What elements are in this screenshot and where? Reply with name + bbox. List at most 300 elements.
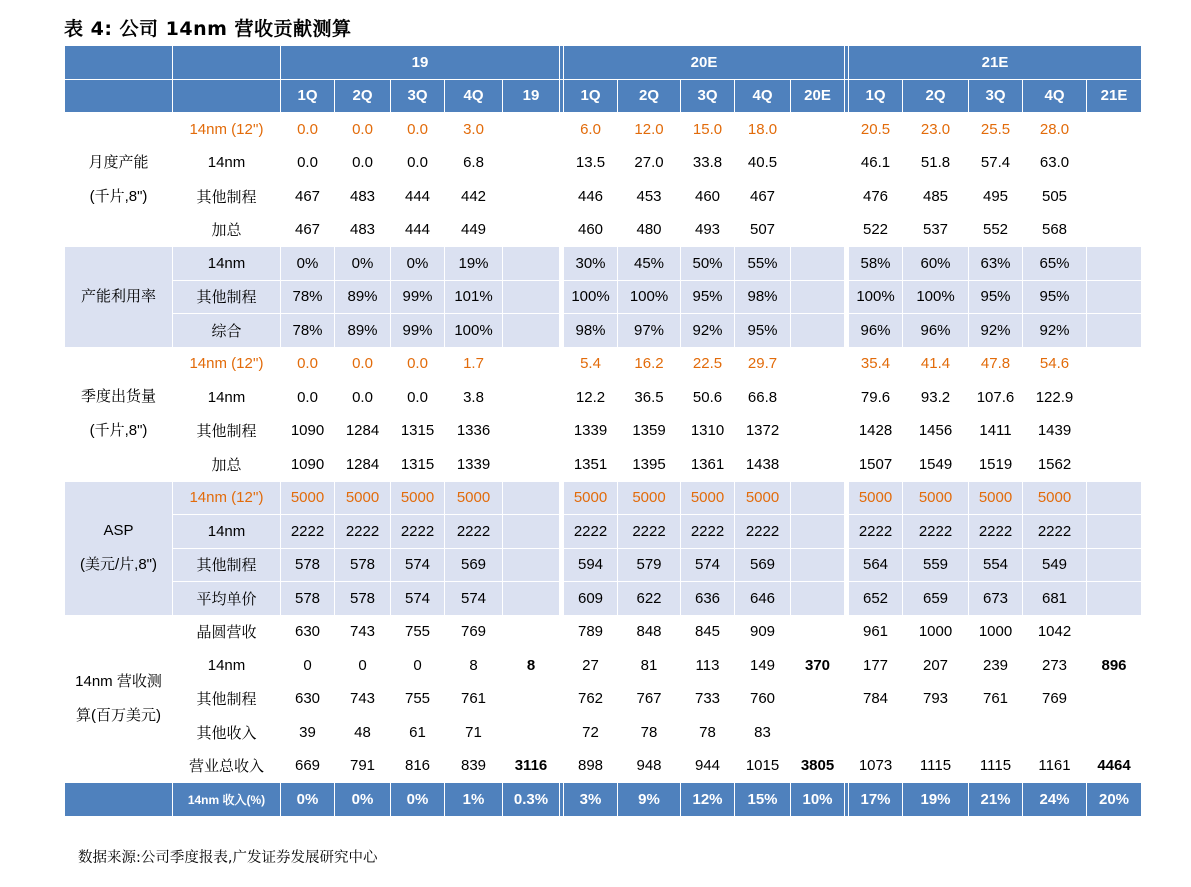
group-label-line: (千片,8") xyxy=(89,187,148,205)
value-cell: 13.5 xyxy=(564,146,618,180)
value-cell: 467 xyxy=(281,213,335,247)
quarter-header: 19 xyxy=(503,79,560,113)
value-cell: 848 xyxy=(618,615,681,649)
value-cell: 784 xyxy=(849,682,903,716)
footer-value-cell: 19% xyxy=(903,783,969,817)
value-cell: 6.0 xyxy=(564,113,618,147)
row-label: 其他制程 xyxy=(173,548,281,582)
value-cell xyxy=(791,381,845,415)
value-cell xyxy=(1087,448,1142,482)
value-cell: 769 xyxy=(445,615,503,649)
value-cell: 755 xyxy=(391,615,445,649)
value-cell: 755 xyxy=(391,682,445,716)
row-label: 14nm xyxy=(173,247,281,281)
table-row xyxy=(65,682,1142,716)
value-cell: 100% xyxy=(618,280,681,314)
quarter-header: 3Q xyxy=(681,79,735,113)
value-cell: 45% xyxy=(618,247,681,281)
value-cell: 36.5 xyxy=(618,381,681,415)
value-cell xyxy=(791,180,845,214)
table-row xyxy=(65,146,1142,180)
value-cell: 769 xyxy=(1023,682,1087,716)
value-cell xyxy=(1087,481,1142,515)
row-label: 其他制程 xyxy=(173,682,281,716)
value-cell xyxy=(1087,381,1142,415)
value-cell: 48 xyxy=(335,716,391,750)
value-cell: 652 xyxy=(849,582,903,616)
value-cell: 760 xyxy=(735,682,791,716)
group-label-line: 算(百万美元) xyxy=(76,706,161,724)
value-cell: 743 xyxy=(335,682,391,716)
value-cell: 60% xyxy=(903,247,969,281)
value-cell: 839 xyxy=(445,749,503,783)
value-cell xyxy=(969,716,1023,750)
value-cell: 81 xyxy=(618,649,681,683)
quarter-header: 3Q xyxy=(969,79,1023,113)
group-label-utilization xyxy=(65,247,173,348)
value-cell: 636 xyxy=(681,582,735,616)
value-cell: 0.0 xyxy=(391,347,445,381)
value-cell: 3116 xyxy=(503,749,560,783)
value-cell: 549 xyxy=(1023,548,1087,582)
row-label: 加总 xyxy=(173,448,281,482)
quarter-header: 2Q xyxy=(903,79,969,113)
table-row xyxy=(65,213,1142,247)
value-cell xyxy=(503,481,560,515)
quarter-header: 4Q xyxy=(735,79,791,113)
value-cell xyxy=(1087,314,1142,348)
table-row xyxy=(65,414,1142,448)
value-cell: 673 xyxy=(969,582,1023,616)
value-cell: 207 xyxy=(903,649,969,683)
value-cell: 552 xyxy=(969,213,1023,247)
value-cell xyxy=(791,615,845,649)
value-cell xyxy=(1087,582,1142,616)
value-cell: 16.2 xyxy=(618,347,681,381)
table-row xyxy=(65,615,1142,649)
value-cell xyxy=(1087,615,1142,649)
value-cell: 2222 xyxy=(969,515,1023,549)
value-cell: 578 xyxy=(335,548,391,582)
value-cell: 1090 xyxy=(281,448,335,482)
value-cell: 61 xyxy=(391,716,445,750)
table-row xyxy=(65,448,1142,482)
value-cell: 554 xyxy=(969,548,1023,582)
quarter-header: 4Q xyxy=(445,79,503,113)
value-cell: 444 xyxy=(391,213,445,247)
footer-value-cell: 10% xyxy=(791,783,845,817)
table-row xyxy=(65,381,1142,415)
value-cell: 5000 xyxy=(564,481,618,515)
value-cell: 1115 xyxy=(969,749,1023,783)
value-cell: 78 xyxy=(681,716,735,750)
quarter-header: 3Q xyxy=(391,79,445,113)
value-cell: 460 xyxy=(681,180,735,214)
value-cell: 948 xyxy=(618,749,681,783)
value-cell: 522 xyxy=(849,213,903,247)
value-cell: 99% xyxy=(391,314,445,348)
value-cell: 761 xyxy=(445,682,503,716)
year-header: 19 xyxy=(281,46,560,80)
value-cell: 1073 xyxy=(849,749,903,783)
value-cell: 564 xyxy=(849,548,903,582)
value-cell: 63% xyxy=(969,247,1023,281)
value-cell: 1351 xyxy=(564,448,618,482)
value-cell: 78 xyxy=(618,716,681,750)
value-cell: 2222 xyxy=(735,515,791,549)
value-cell: 1428 xyxy=(849,414,903,448)
value-cell xyxy=(791,113,845,147)
value-cell: 467 xyxy=(281,180,335,214)
value-cell: 442 xyxy=(445,180,503,214)
value-cell: 574 xyxy=(391,582,445,616)
value-cell xyxy=(791,515,845,549)
value-cell: 99% xyxy=(391,280,445,314)
value-cell: 476 xyxy=(849,180,903,214)
value-cell: 50.6 xyxy=(681,381,735,415)
table-title: 表 4: 公司 14nm 营收贡献测算 xyxy=(64,18,352,40)
table-row xyxy=(65,347,1142,381)
value-cell xyxy=(1087,716,1142,750)
value-cell: 50% xyxy=(681,247,735,281)
value-cell: 55% xyxy=(735,247,791,281)
value-cell: 1372 xyxy=(735,414,791,448)
value-cell: 58% xyxy=(849,247,903,281)
row-label: 14nm xyxy=(173,515,281,549)
value-cell: 95% xyxy=(735,314,791,348)
value-cell: 27.0 xyxy=(618,146,681,180)
value-cell: 569 xyxy=(735,548,791,582)
value-cell: 0.0 xyxy=(335,381,391,415)
value-cell: 0.0 xyxy=(335,146,391,180)
value-cell xyxy=(791,146,845,180)
value-cell: 95% xyxy=(969,280,1023,314)
footer-value-cell: 0.3% xyxy=(503,783,560,817)
value-cell: 485 xyxy=(903,180,969,214)
value-cell: 20.5 xyxy=(849,113,903,147)
value-cell: 33.8 xyxy=(681,146,735,180)
value-cell: 1336 xyxy=(445,414,503,448)
value-cell xyxy=(1087,247,1142,281)
value-cell: 578 xyxy=(335,582,391,616)
value-cell xyxy=(1087,682,1142,716)
value-cell: 5000 xyxy=(681,481,735,515)
footer-value-cell: 1% xyxy=(445,783,503,817)
value-cell xyxy=(1023,716,1087,750)
value-cell: 1549 xyxy=(903,448,969,482)
value-cell: 1395 xyxy=(618,448,681,482)
value-cell: 100% xyxy=(903,280,969,314)
value-cell: 113 xyxy=(681,649,735,683)
footer-value-cell: 0% xyxy=(281,783,335,817)
value-cell: 1115 xyxy=(903,749,969,783)
footer-value-cell: 15% xyxy=(735,783,791,817)
value-cell xyxy=(503,146,560,180)
footer-value-cell: 3% xyxy=(564,783,618,817)
row-label: 晶圆营收 xyxy=(173,615,281,649)
value-cell: 1315 xyxy=(391,414,445,448)
value-cell: 1284 xyxy=(335,448,391,482)
value-cell: 483 xyxy=(335,213,391,247)
value-cell: 5000 xyxy=(281,481,335,515)
value-cell: 944 xyxy=(681,749,735,783)
footer-value-cell: 12% xyxy=(681,783,735,817)
value-cell: 95% xyxy=(1023,280,1087,314)
value-cell: 96% xyxy=(849,314,903,348)
value-cell xyxy=(503,582,560,616)
value-cell: 1519 xyxy=(969,448,1023,482)
value-cell: 1339 xyxy=(445,448,503,482)
group-label-line: ASP xyxy=(103,522,134,539)
data-source-note: 数据来源:公司季度报表,广发证券发展研究中心 xyxy=(78,850,378,866)
value-cell: 5000 xyxy=(849,481,903,515)
value-cell: 95% xyxy=(681,280,735,314)
value-cell: 100% xyxy=(849,280,903,314)
value-cell: 574 xyxy=(445,582,503,616)
value-cell: 1361 xyxy=(681,448,735,482)
value-cell: 1562 xyxy=(1023,448,1087,482)
value-cell: 239 xyxy=(969,649,1023,683)
value-cell: 594 xyxy=(564,548,618,582)
value-cell: 0% xyxy=(391,247,445,281)
value-cell: 19% xyxy=(445,247,503,281)
value-cell xyxy=(791,347,845,381)
value-cell: 896 xyxy=(1087,649,1142,683)
value-cell: 0.0 xyxy=(335,113,391,147)
value-cell: 646 xyxy=(735,582,791,616)
footer-value-cell: 21% xyxy=(969,783,1023,817)
value-cell: 1339 xyxy=(564,414,618,448)
value-cell: 578 xyxy=(281,548,335,582)
value-cell xyxy=(503,548,560,582)
row-label: 14nm xyxy=(173,146,281,180)
value-cell: 2222 xyxy=(391,515,445,549)
value-cell: 762 xyxy=(564,682,618,716)
value-cell: 63.0 xyxy=(1023,146,1087,180)
value-cell: 743 xyxy=(335,615,391,649)
value-cell: 791 xyxy=(335,749,391,783)
value-cell: 622 xyxy=(618,582,681,616)
value-cell: 0% xyxy=(335,247,391,281)
value-cell: 5000 xyxy=(445,481,503,515)
value-cell: 0.0 xyxy=(281,146,335,180)
value-cell: 0.0 xyxy=(391,113,445,147)
value-cell: 3.0 xyxy=(445,113,503,147)
value-cell: 5000 xyxy=(735,481,791,515)
value-cell: 816 xyxy=(391,749,445,783)
value-cell: 761 xyxy=(969,682,1023,716)
value-cell xyxy=(791,314,845,348)
value-cell: 54.6 xyxy=(1023,347,1087,381)
value-cell: 898 xyxy=(564,749,618,783)
value-cell: 12.0 xyxy=(618,113,681,147)
value-cell: 1507 xyxy=(849,448,903,482)
value-cell: 66.8 xyxy=(735,381,791,415)
value-cell xyxy=(503,615,560,649)
value-cell: 2222 xyxy=(849,515,903,549)
value-cell: 0.0 xyxy=(281,381,335,415)
value-cell: 669 xyxy=(281,749,335,783)
value-cell: 23.0 xyxy=(903,113,969,147)
value-cell xyxy=(503,515,560,549)
footer-value-cell: 0% xyxy=(391,783,445,817)
value-cell: 793 xyxy=(903,682,969,716)
value-cell: 507 xyxy=(735,213,791,247)
value-cell xyxy=(1087,280,1142,314)
value-cell: 2222 xyxy=(564,515,618,549)
group-label-capacity xyxy=(65,113,173,247)
footer-value-cell: 20% xyxy=(1087,783,1142,817)
value-cell: 30% xyxy=(564,247,618,281)
value-cell xyxy=(503,448,560,482)
value-cell xyxy=(791,481,845,515)
value-cell: 25.5 xyxy=(969,113,1023,147)
value-cell: 559 xyxy=(903,548,969,582)
row-label: 加总 xyxy=(173,213,281,247)
value-cell: 107.6 xyxy=(969,381,1023,415)
table-row xyxy=(65,515,1142,549)
value-cell xyxy=(503,716,560,750)
table-row xyxy=(65,180,1142,214)
value-cell: 1310 xyxy=(681,414,735,448)
row-label: 14nm xyxy=(173,649,281,683)
group-label-line: 14nm 营收测 xyxy=(75,672,162,690)
group-label-line: 月度产能 xyxy=(88,153,149,171)
value-cell: 574 xyxy=(391,548,445,582)
value-cell: 961 xyxy=(849,615,903,649)
row-label: 综合 xyxy=(173,314,281,348)
row-label: 其他制程 xyxy=(173,180,281,214)
value-cell xyxy=(791,548,845,582)
value-cell xyxy=(503,247,560,281)
value-cell: 177 xyxy=(849,649,903,683)
value-cell xyxy=(1087,146,1142,180)
value-cell: 1000 xyxy=(969,615,1023,649)
value-cell: 92% xyxy=(969,314,1023,348)
value-cell: 41.4 xyxy=(903,347,969,381)
value-cell: 3805 xyxy=(791,749,845,783)
value-cell: 92% xyxy=(681,314,735,348)
value-cell: 370 xyxy=(791,649,845,683)
value-cell: 0.0 xyxy=(281,347,335,381)
table-row xyxy=(65,481,1142,515)
quarter-header: 4Q xyxy=(1023,79,1087,113)
value-cell: 460 xyxy=(564,213,618,247)
value-cell: 1042 xyxy=(1023,615,1087,649)
row-label: 其他制程 xyxy=(173,414,281,448)
value-cell xyxy=(791,280,845,314)
value-cell: 574 xyxy=(681,548,735,582)
group-label-line: (千片,8") xyxy=(89,422,148,439)
value-cell xyxy=(791,582,845,616)
group-label-line: 产能利用率 xyxy=(80,287,156,305)
value-cell: 5000 xyxy=(391,481,445,515)
row-label: 其他收入 xyxy=(173,716,281,750)
value-cell: 789 xyxy=(564,615,618,649)
table-row xyxy=(65,247,1142,281)
value-cell xyxy=(503,347,560,381)
value-cell: 3.8 xyxy=(445,381,503,415)
value-cell: 537 xyxy=(903,213,969,247)
value-cell: 1439 xyxy=(1023,414,1087,448)
value-cell: 1438 xyxy=(735,448,791,482)
value-cell: 0 xyxy=(335,649,391,683)
value-cell: 1315 xyxy=(391,448,445,482)
quarter-header: 1Q xyxy=(281,79,335,113)
year-header: 21E xyxy=(849,46,1142,80)
value-cell: 47.8 xyxy=(969,347,1023,381)
footer-label: 14nm 收入(%) xyxy=(173,783,281,817)
value-cell: 453 xyxy=(618,180,681,214)
value-cell xyxy=(791,682,845,716)
value-cell: 0 xyxy=(281,649,335,683)
value-cell: 909 xyxy=(735,615,791,649)
value-cell: 4464 xyxy=(1087,749,1142,783)
value-cell: 79.6 xyxy=(849,381,903,415)
value-cell: 89% xyxy=(335,314,391,348)
value-cell xyxy=(503,113,560,147)
value-cell: 444 xyxy=(391,180,445,214)
value-cell: 97% xyxy=(618,314,681,348)
value-cell: 2222 xyxy=(335,515,391,549)
value-cell: 5000 xyxy=(618,481,681,515)
value-cell xyxy=(1087,113,1142,147)
footer-value-cell: 24% xyxy=(1023,783,1087,817)
value-cell xyxy=(503,180,560,214)
row-label: 营业总收入 xyxy=(173,749,281,783)
value-cell: 29.7 xyxy=(735,347,791,381)
value-cell: 98% xyxy=(564,314,618,348)
value-cell: 2222 xyxy=(281,515,335,549)
value-cell: 78% xyxy=(281,280,335,314)
value-cell xyxy=(1087,548,1142,582)
value-cell: 578 xyxy=(281,582,335,616)
footer-row xyxy=(65,783,1142,817)
value-cell: 1359 xyxy=(618,414,681,448)
quarter-header: 1Q xyxy=(564,79,618,113)
group-label-line: 季度出货量 xyxy=(80,388,156,405)
value-cell xyxy=(791,213,845,247)
value-cell: 46.1 xyxy=(849,146,903,180)
value-cell: 40.5 xyxy=(735,146,791,180)
quarter-header: 1Q xyxy=(849,79,903,113)
value-cell: 733 xyxy=(681,682,735,716)
value-cell: 449 xyxy=(445,213,503,247)
value-cell: 15.0 xyxy=(681,113,735,147)
value-cell: 5.4 xyxy=(564,347,618,381)
header-corner-cell xyxy=(173,46,281,80)
value-cell: 767 xyxy=(618,682,681,716)
value-cell: 1161 xyxy=(1023,749,1087,783)
value-cell: 0.0 xyxy=(281,113,335,147)
value-cell: 51.8 xyxy=(903,146,969,180)
group-label-revenue xyxy=(65,615,173,783)
value-cell: 480 xyxy=(618,213,681,247)
group-label-line: (美元/片,8") xyxy=(80,556,157,573)
value-cell: 98% xyxy=(735,280,791,314)
value-cell xyxy=(1087,515,1142,549)
row-label: 14nm (12'') xyxy=(173,347,281,381)
value-cell: 5000 xyxy=(335,481,391,515)
value-cell: 1284 xyxy=(335,414,391,448)
value-cell: 5000 xyxy=(969,481,1023,515)
value-cell: 845 xyxy=(681,615,735,649)
value-cell xyxy=(849,716,903,750)
value-cell: 493 xyxy=(681,213,735,247)
value-cell: 5000 xyxy=(1023,481,1087,515)
value-cell: 8 xyxy=(503,649,560,683)
table-row xyxy=(65,548,1142,582)
